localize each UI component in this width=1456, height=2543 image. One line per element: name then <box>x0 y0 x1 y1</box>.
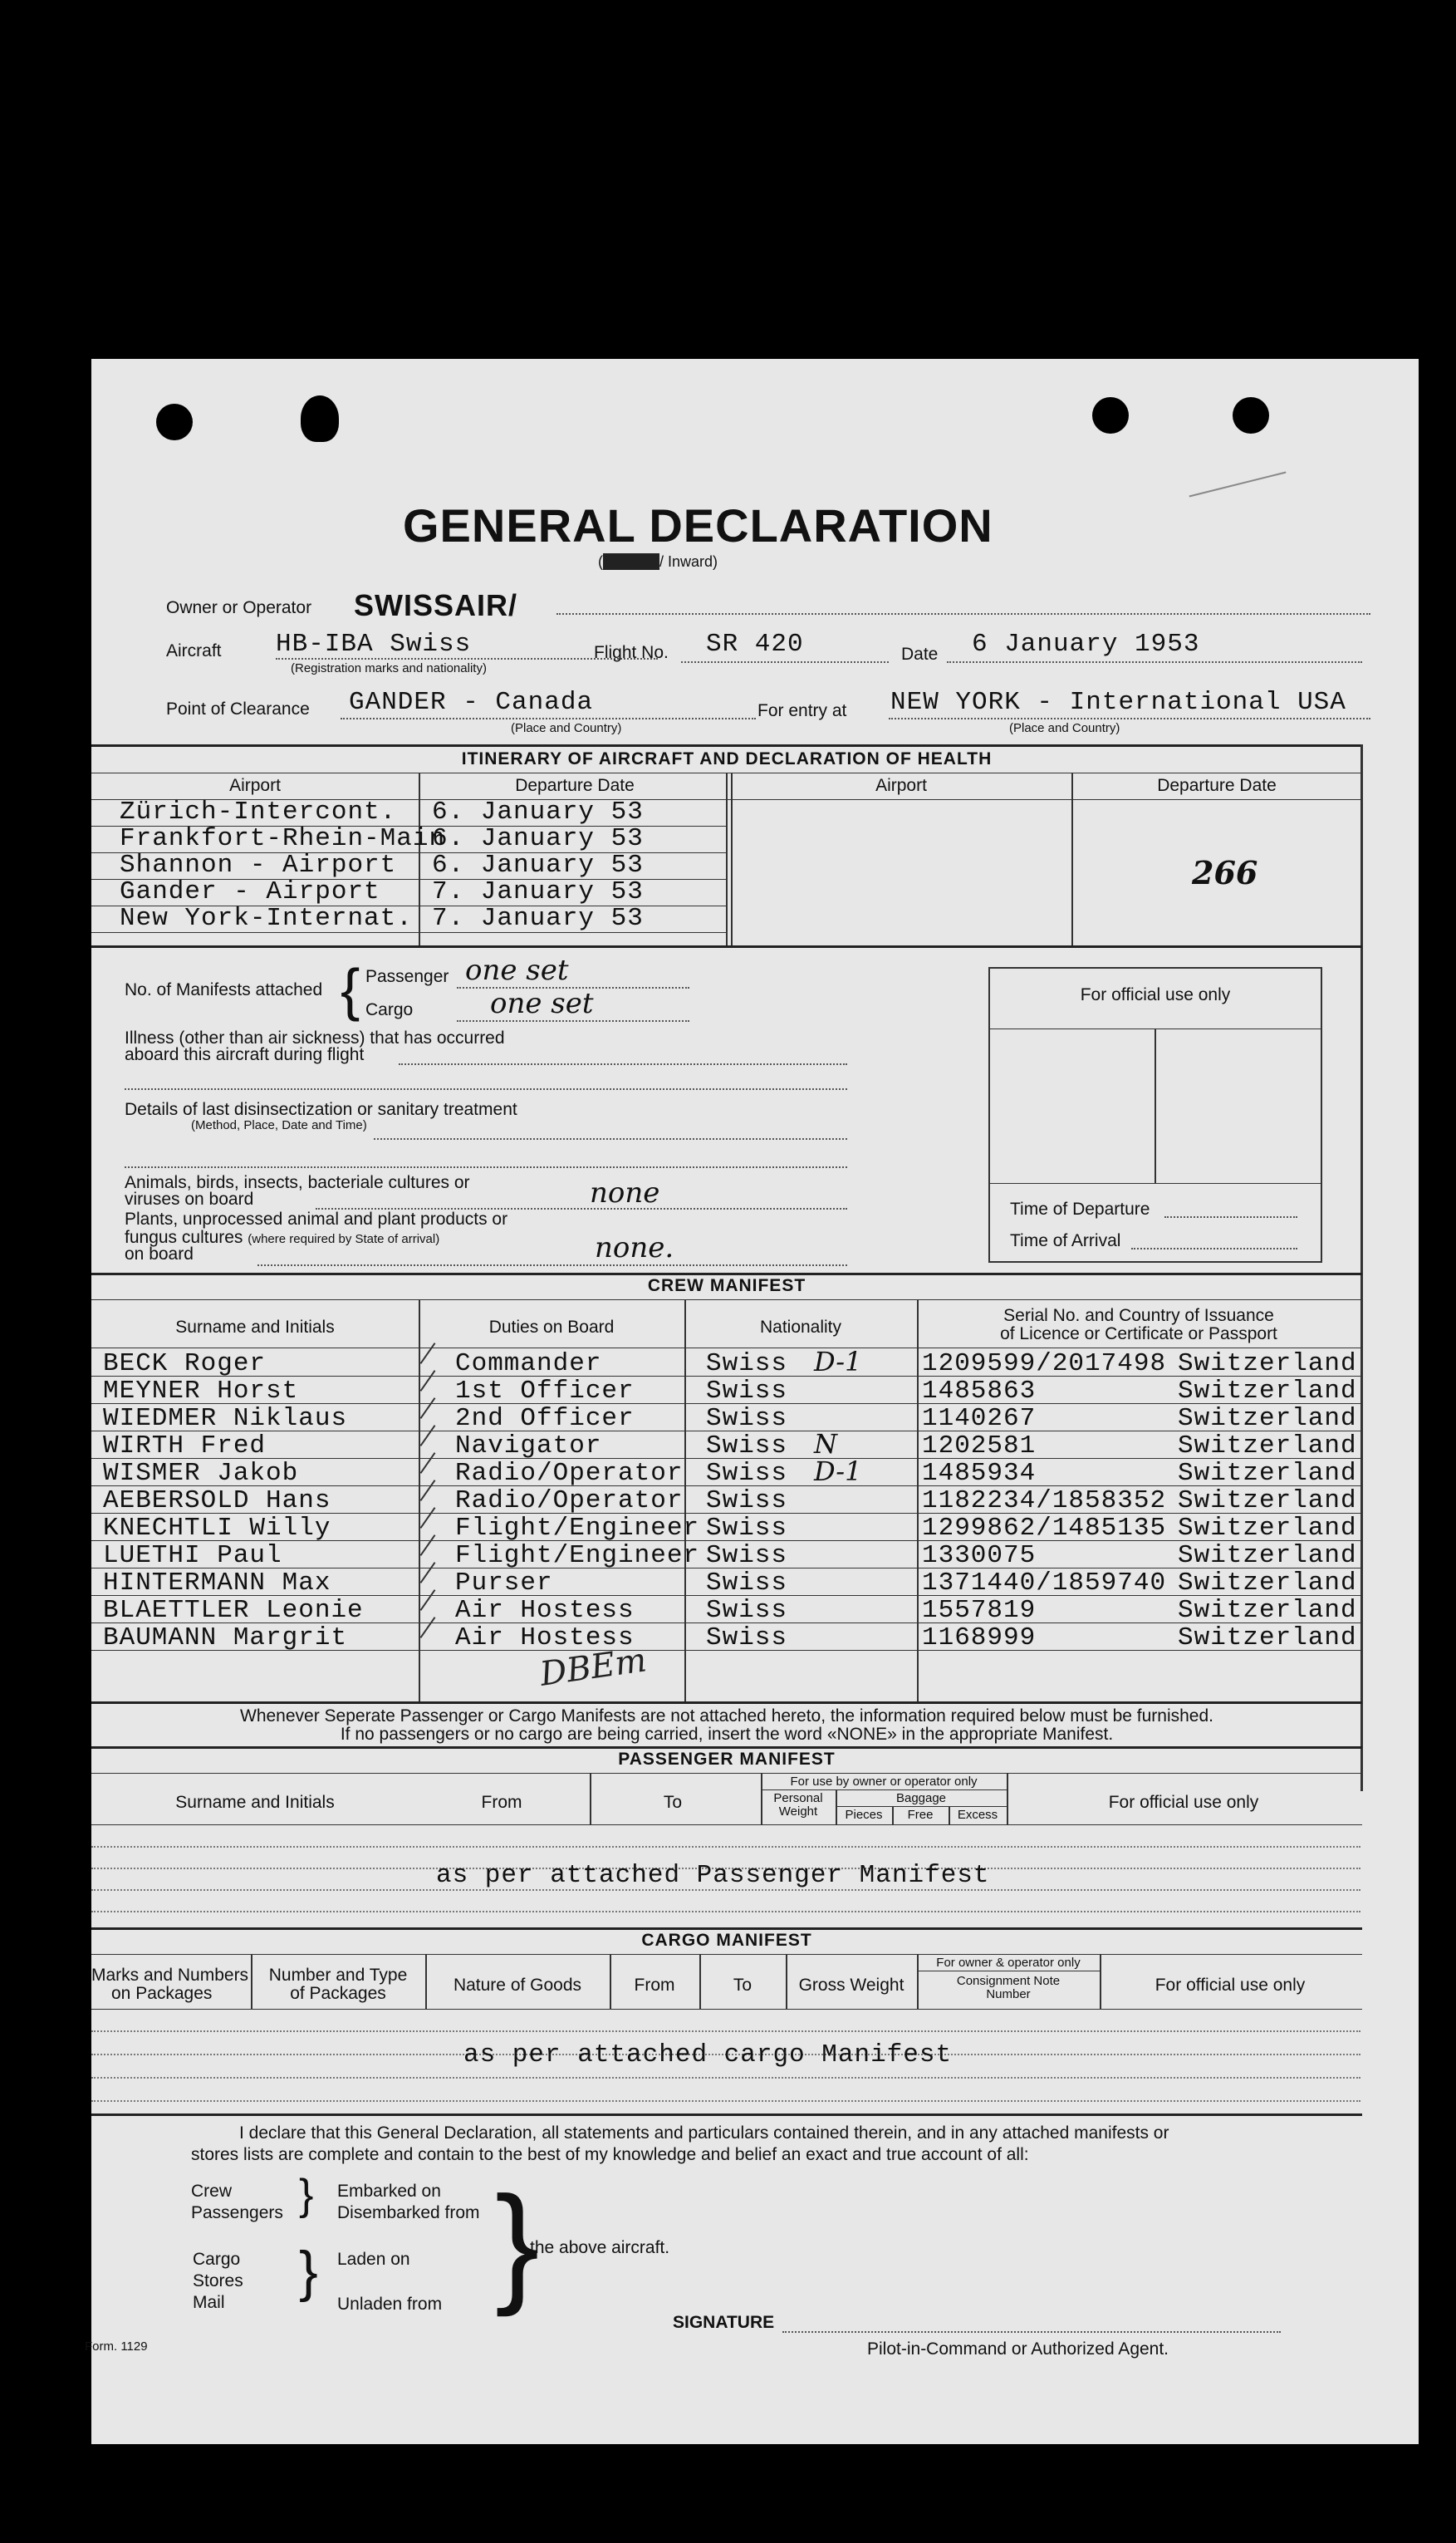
crew-tick-mark <box>420 1370 436 1392</box>
crew-serial: 1182234/1858352 <box>922 1486 1167 1515</box>
entry-label: For entry at <box>757 701 847 720</box>
pencil-mark <box>1189 472 1287 498</box>
crew-col-serial: Serial No. and Country of Issuance <box>1003 1306 1274 1325</box>
illness-label: Illness (other than air sickness) that has occurred <box>125 1028 505 1048</box>
cargo-col-note-2: Number <box>986 1987 1031 2001</box>
crew-nationality: Swiss <box>706 1431 788 1461</box>
itinerary-title: ITINERARY OF AIRCRAFT AND DECLARATION OF HEALTH <box>461 749 993 768</box>
crew-duty: Flight/Engineer <box>455 1541 700 1570</box>
crew-name: WISMER Jakob <box>103 1459 299 1488</box>
crew-nationality: Swiss <box>706 1541 788 1570</box>
crew-serial: 1330075 <box>922 1541 1037 1570</box>
passenger-col-pieces: Pieces <box>845 1808 883 1822</box>
itinerary-date: 6. January 53 <box>432 824 644 853</box>
cargo-manifest-title: CARGO MANIFEST <box>641 1931 812 1950</box>
crew-country: Switzerland <box>1178 1459 1357 1488</box>
cargo-col-nature: Nature of Goods <box>453 1976 582 1995</box>
passenger-col-from: From <box>481 1793 522 1812</box>
date-label: Date <box>901 645 939 664</box>
itinerary-date: 7. January 53 <box>432 877 644 906</box>
official-use-box <box>988 967 1322 1263</box>
crew-tick-mark <box>420 1397 436 1419</box>
brace: } <box>299 2240 318 2303</box>
itinerary-col-departure: Departure Date <box>515 776 635 795</box>
handwritten-initials: DBEm <box>537 1641 650 1694</box>
crew-title: CREW MANIFEST <box>647 1276 806 1295</box>
flight-value: SR 420 <box>706 630 804 659</box>
departure-time-label: Time of Departure <box>1010 1200 1150 1219</box>
crew-duty: Radio/Operator <box>455 1486 684 1515</box>
laden-word: Laden on <box>337 2250 410 2269</box>
punch-hole <box>1233 397 1269 434</box>
passenger-col-official: For official use only <box>1108 1793 1259 1812</box>
crew-country: Switzerland <box>1178 1541 1357 1570</box>
crew-nationality: Swiss <box>706 1486 788 1515</box>
itinerary-airport: Zürich-Intercont. <box>120 798 397 827</box>
cargo-col-number-2: of Packages <box>290 1984 386 2003</box>
crew-duty: Navigator <box>455 1431 602 1461</box>
passenger-col-baggage: Baggage <box>895 1791 947 1805</box>
crew-duty: Radio/Operator <box>455 1459 684 1488</box>
crew-duty: 2nd Officer <box>455 1404 635 1433</box>
brace: { <box>341 957 360 1022</box>
crew-nationality: Swiss <box>706 1514 788 1543</box>
struck-word: Outward <box>603 553 660 570</box>
crew-col-duties: Duties on Board <box>488 1318 615 1337</box>
brace: } <box>495 2168 540 2317</box>
crew-duty: Flight/Engineer <box>455 1514 700 1543</box>
date-value: 6 January 1953 <box>972 630 1200 659</box>
cargo-word: Cargo <box>193 2250 241 2269</box>
crew-country: Switzerland <box>1178 1596 1357 1625</box>
crew-name: LUETHI Paul <box>103 1541 282 1570</box>
crew-check-mark: D-1 <box>814 1346 862 1377</box>
plants-label: Plants, unprocessed animal and plant products or <box>125 1210 508 1229</box>
crew-nationality: Swiss <box>706 1459 788 1488</box>
crew-nationality: Swiss <box>706 1377 788 1406</box>
crew-tick-mark <box>420 1589 436 1611</box>
crew-serial: 1209599/2017498 <box>922 1349 1167 1378</box>
passengers-word: Passengers <box>191 2203 283 2222</box>
crew-tick-mark <box>420 1480 436 1501</box>
cargo-col-from: From <box>634 1976 675 1995</box>
cargo-col-to: To <box>733 1976 753 1995</box>
aircraft-label: Aircraft <box>166 641 222 660</box>
passenger-col-name: Surname and Initials <box>175 1793 335 1812</box>
disinsect-note: (Method, Place, Date and Time) <box>191 1118 367 1132</box>
crew-serial: 1299862/1485135 <box>922 1514 1167 1543</box>
itinerary-date: 6. January 53 <box>432 798 644 827</box>
crew-tick-mark <box>420 1617 436 1638</box>
animals-label: Animals, birds, insects, bacteriale cultures or <box>125 1173 470 1192</box>
crew-duty: Air Hostess <box>455 1596 635 1625</box>
signatory-label: Pilot-in-Command or Authorized Agent. <box>867 2339 1169 2359</box>
crew-nationality: Swiss <box>706 1623 788 1652</box>
cargo-col-weight: Gross Weight <box>798 1976 904 1995</box>
flight-label: Flight No. <box>594 643 669 662</box>
crew-tick-mark <box>420 1343 436 1364</box>
form-number: Form. 1129 <box>85 2339 148 2354</box>
passenger-col-excess: Excess <box>957 1808 998 1822</box>
official-use-title: For official use only <box>1080 985 1231 1004</box>
crew-name: BECK Roger <box>103 1349 267 1378</box>
cargo-manifest-value: as per attached cargo Manifest <box>463 2040 953 2069</box>
aircraft-value: HB-IBA Swiss <box>276 630 472 659</box>
punch-hole <box>301 395 339 442</box>
passenger-manifest-title: PASSENGER MANIFEST <box>618 1750 836 1769</box>
declaration-line-1: I declare that this General Declaration, all statements and particulars contained therein, and in any attached manifests or <box>239 2123 1169 2143</box>
crew-serial: 1485934 <box>922 1459 1037 1488</box>
crew-serial: 1485863 <box>922 1377 1037 1406</box>
crew-row-line <box>91 1650 1360 1651</box>
punch-hole <box>156 404 193 440</box>
plants-value: none. <box>595 1231 674 1264</box>
crew-serial: 1140267 <box>922 1404 1037 1433</box>
itinerary-date: 7. January 53 <box>432 904 644 933</box>
aircraft-phrase: the above aircraft. <box>530 2238 670 2257</box>
brace: } <box>299 2171 314 2219</box>
arrival-time-label: Time of Arrival <box>1010 1231 1121 1250</box>
crew-tick-mark <box>420 1562 436 1583</box>
itinerary-col-airport-2: Airport <box>875 776 927 795</box>
crew-nationality: Swiss <box>706 1569 788 1598</box>
cargo-col-owner: For owner & operator only <box>936 1956 1081 1970</box>
clearance-value: GANDER - Canada <box>349 688 594 717</box>
itinerary-date: 6. January 53 <box>432 851 644 880</box>
crew-col-name: Surname and Initials <box>175 1318 335 1337</box>
crew-country: Switzerland <box>1178 1569 1357 1598</box>
crew-duty: 1st Officer <box>455 1377 635 1406</box>
passenger-col-to: To <box>663 1793 683 1812</box>
crew-duty: Air Hostess <box>455 1623 635 1652</box>
passenger-manifest-label: Passenger <box>365 967 449 986</box>
mail-word: Mail <box>193 2293 225 2312</box>
plants-label-2: fungus cultures (where required by State of arrival) <box>125 1228 440 1247</box>
passenger-col-weight-2: Weight <box>778 1804 818 1819</box>
cargo-manifest-label: Cargo <box>365 1000 414 1019</box>
stamp-number: 266 <box>1192 854 1258 891</box>
crew-country: Switzerland <box>1178 1514 1357 1543</box>
cargo-col-number: Number and Type <box>268 1966 408 1985</box>
animals-value: none <box>590 1176 660 1210</box>
stores-word: Stores <box>193 2271 243 2290</box>
crew-col-nationality: Nationality <box>759 1318 842 1337</box>
notice-line-1: Whenever Seperate Passenger or Cargo Manifests are not attached hereto, the information required below must be furnished. <box>240 1706 1213 1726</box>
crew-name: WIEDMER Niklaus <box>103 1404 348 1433</box>
declaration-line-2: stores lists are complete and contain to the best of my knowledge and belief an exact and true account of all: <box>191 2145 1029 2164</box>
crew-word: Crew <box>191 2182 233 2201</box>
crew-name: MEYNER Horst <box>103 1377 299 1406</box>
crew-name: BAUMANN Margrit <box>103 1623 348 1652</box>
crew-name: KNECHTLI Willy <box>103 1514 331 1543</box>
passenger-col-free: Free <box>907 1808 934 1822</box>
crew-serial: 1557819 <box>922 1596 1037 1625</box>
crew-country: Switzerland <box>1178 1377 1357 1406</box>
passenger-col-owner: For use by owner or operator only <box>790 1775 978 1789</box>
itinerary-airport: Shannon - Airport <box>120 851 397 880</box>
crew-country: Switzerland <box>1178 1404 1357 1433</box>
subtitle: (Outward/ Inward) <box>598 553 718 570</box>
embarked-word: Embarked on <box>337 2182 441 2201</box>
unladen-word: Unladen from <box>337 2295 443 2314</box>
crew-tick-mark <box>420 1425 436 1446</box>
crew-country: Switzerland <box>1178 1486 1357 1515</box>
disinsect-label: Details of last disinsectization or sanitary treatment <box>125 1100 517 1119</box>
crew-tick-mark <box>420 1452 436 1474</box>
page-title: GENERAL DECLARATION <box>403 499 993 552</box>
cargo-manifest-value: one set <box>490 987 594 1020</box>
crew-duty: Purser <box>455 1569 553 1598</box>
crew-country: Switzerland <box>1178 1349 1357 1378</box>
crew-serial: 1202581 <box>922 1431 1037 1461</box>
owner-label: Owner or Operator <box>166 598 312 617</box>
clearance-note: (Place and Country) <box>511 721 622 735</box>
clearance-label: Point of Clearance <box>166 700 310 719</box>
itinerary-col-departure-2: Departure Date <box>1157 776 1277 795</box>
notice-line-2: If no passengers or no cargo are being carried, insert the word «NONE» in the appropriate Manifest. <box>340 1725 1114 1744</box>
cargo-col-official: For official use only <box>1155 1976 1306 1995</box>
crew-name: WIRTH Fred <box>103 1431 267 1461</box>
itinerary-col-airport: Airport <box>229 776 281 795</box>
animals-label-2: viruses on board <box>125 1190 254 1209</box>
itinerary-airport: Gander - Airport <box>120 877 380 906</box>
punch-hole <box>1092 397 1129 434</box>
crew-country: Switzerland <box>1178 1431 1357 1461</box>
entry-value: NEW YORK - International USA <box>890 688 1346 717</box>
crew-col-serial-2: of Licence or Certificate or Passport <box>1000 1324 1277 1343</box>
crew-nationality: Swiss <box>706 1596 788 1625</box>
crew-tick-mark <box>420 1507 436 1529</box>
crew-duty: Commander <box>455 1349 602 1378</box>
illness-label-2: aboard this aircraft during flight <box>125 1045 365 1064</box>
crew-nationality: Swiss <box>706 1404 788 1433</box>
passenger-manifest-value: as per attached Passenger Manifest <box>436 1861 990 1890</box>
itinerary-airport: Frankfort-Rhein-Main <box>120 824 446 853</box>
plants-label-3: on board <box>125 1244 194 1264</box>
disembarked-word: Disembarked from <box>337 2203 480 2222</box>
crew-nationality: Swiss <box>706 1349 788 1378</box>
passenger-manifest-value: one set <box>465 954 569 987</box>
crew-name: HINTERMANN Max <box>103 1569 331 1598</box>
crew-check-mark: N <box>814 1428 837 1460</box>
entry-note: (Place and Country) <box>1009 721 1120 735</box>
passenger-col-weight: Personal <box>773 1791 823 1805</box>
crew-serial: 1371440/1859740 <box>922 1569 1167 1598</box>
crew-tick-mark <box>420 1534 436 1556</box>
cargo-col-note: Consignment Note <box>956 1974 1061 1988</box>
owner-value: SWISSAIR/ <box>354 588 518 622</box>
signature-label: SIGNATURE <box>673 2313 775 2332</box>
crew-name: BLAETTLER Leonie <box>103 1596 364 1625</box>
crew-serial: 1168999 <box>922 1623 1037 1652</box>
crew-name: AEBERSOLD Hans <box>103 1486 331 1515</box>
cargo-col-marks: Marks and Numbers <box>91 1966 249 1985</box>
declaration-form <box>85 359 1419 2444</box>
crew-check-mark: D-1 <box>814 1456 862 1487</box>
cargo-col-marks-2: on Packages <box>111 1984 213 2003</box>
manifests-label: No. of Manifests attached <box>125 980 323 999</box>
aircraft-note: (Registration marks and nationality) <box>291 661 487 675</box>
itinerary-airport: New York-Internat. <box>120 904 413 933</box>
crew-country: Switzerland <box>1178 1623 1357 1652</box>
